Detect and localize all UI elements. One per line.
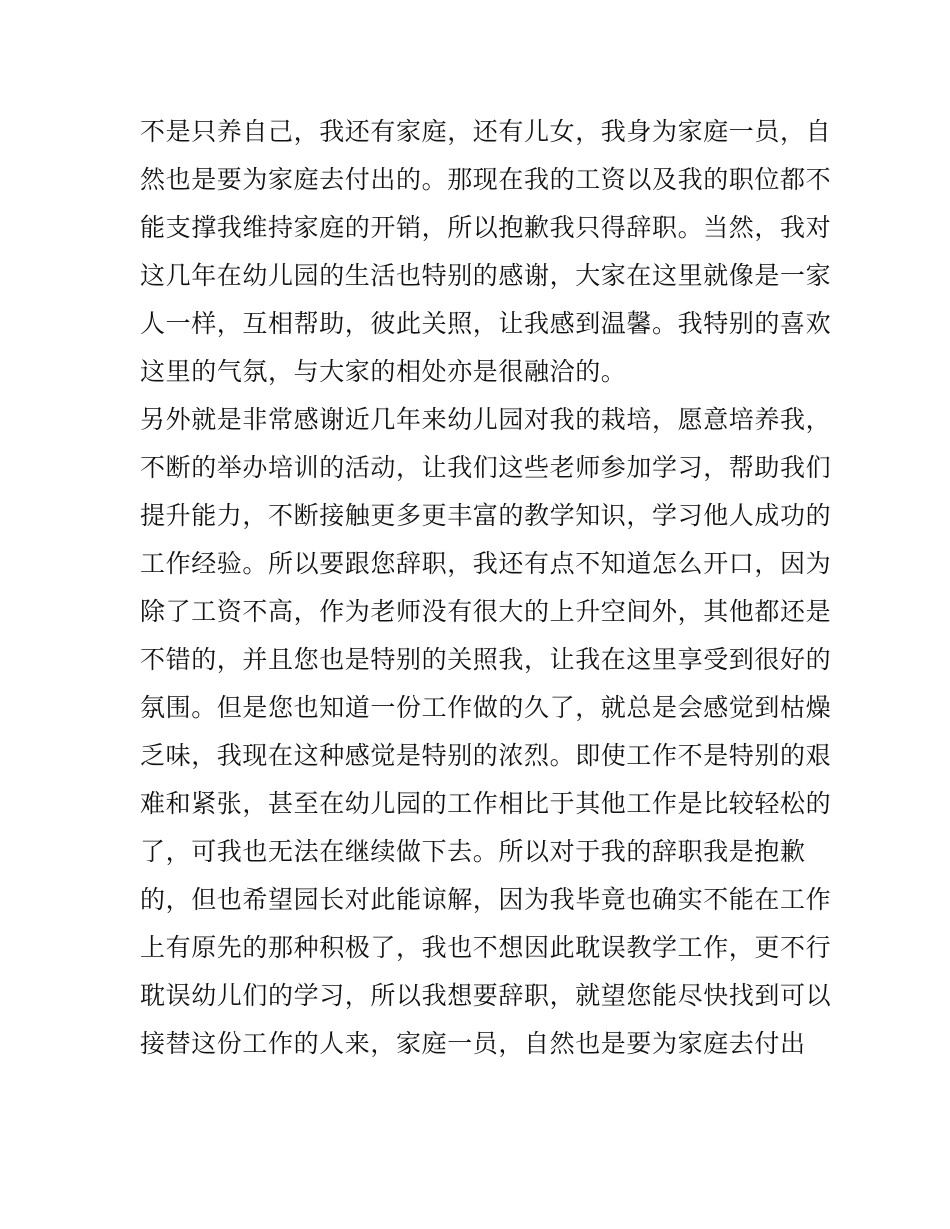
text-line: 工作经验。所以要跟您辞职，我还有点不知道怎么开口，因为 (140, 549, 832, 578)
text-line: 不是只养自己，我还有家庭，还有儿女，我身为家庭一员，自 (140, 117, 832, 146)
text-line: 提升能力，不断接触更多更丰富的教学知识，学习他人成功的 (140, 501, 832, 530)
text-line: 然也是要为家庭去付出的。那现在我的工资以及我的职位都不 (140, 165, 832, 194)
text-line: 这几年在幼儿园的生活也特别的感谢，大家在这里就像是一家 (140, 261, 832, 290)
text-line: 了，可我也无法在继续做下去。所以对于我的辞职我是抱歉 (140, 837, 806, 866)
text-line: 除了工资不高，作为老师没有很大的上升空间外，其他都还是 (140, 597, 832, 626)
text-line: 不断的举办培训的活动，让我们这些老师参加学习，帮助我们 (140, 453, 832, 482)
text-line: 另外就是非常感谢近几年来幼儿园对我的栽培，愿意培养我， (140, 405, 832, 434)
document-body (140, 108, 832, 1068)
text-line: 上有原先的那种积极了，我也不想因此耽误教学工作，更不行 (140, 933, 832, 962)
text-line: 这里的气氛，与大家的相处亦是很融洽的。 (140, 357, 627, 386)
text-line: 氛围。但是您也知道一份工作做的久了，就总是会感觉到枯燥 (140, 693, 832, 722)
text-line: 不错的，并且您也是特别的关照我，让我在这里享受到很好的 (140, 645, 832, 674)
text-line: 耽误幼儿们的学习，所以我想要辞职，就望您能尽快找到可以 (140, 981, 832, 1010)
text-line: 人一样，互相帮助，彼此关照，让我感到温馨。我特别的喜欢 (140, 309, 832, 338)
text-line: 乏味，我现在这种感觉是特别的浓烈。即使工作不是特别的艰 (140, 741, 832, 770)
text-line: 难和紧张，甚至在幼儿园的工作相比于其他工作是比较轻松的 (140, 789, 832, 818)
text-line: 能支撑我维持家庭的开销，所以抱歉我只得辞职。当然，我对 (140, 213, 832, 242)
text-line: 的，但也希望园长对此能谅解，因为我毕竟也确实不能在工作 (140, 885, 832, 914)
text-line: 接替这份工作的人来，家庭一员，自然也是要为家庭去付出 (140, 1029, 806, 1058)
